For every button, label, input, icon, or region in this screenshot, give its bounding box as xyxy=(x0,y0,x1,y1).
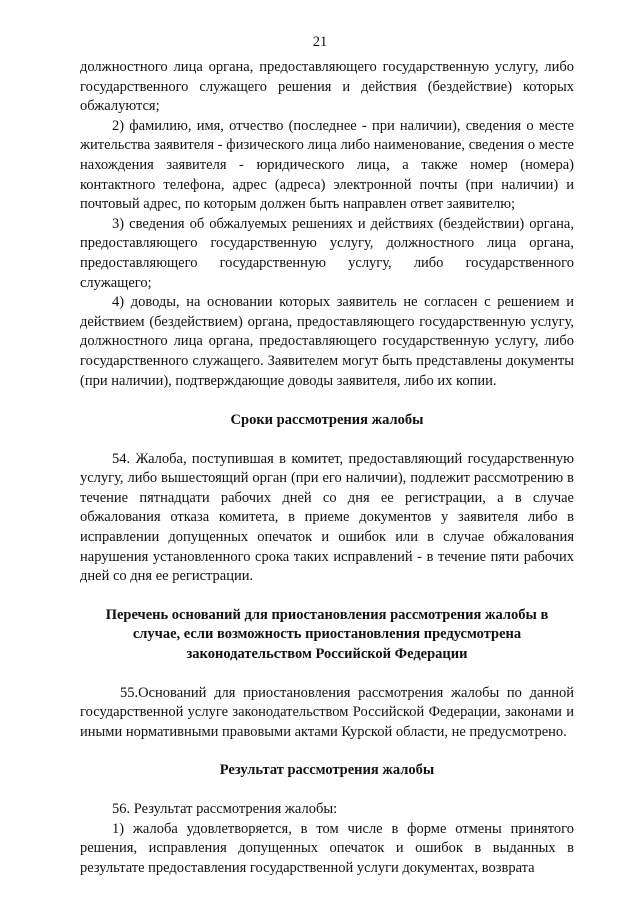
paragraph-item-2: 2) фамилию, имя, отчество (последнее - при наличии), сведения о месте жительства заявителя - физического лица либо наименование, сведения о месте нахождения заявителя - юридического лица, а также номер (номера) контактного телефона, адрес (адреса) электронной почты (при наличии) и почтовый адрес, по которым должен быть направлен ответ заявителю; xyxy=(80,117,574,213)
paragraph-item-4: 4) доводы, на основании которых заявитель не согласен с решением и действием (бездействием) органа, предоставляющего государственную услугу, должностного лица органа, предоставляющего государственную услугу, либо государственного служащего. Заявителем могут быть представлены документы (при наличии), подтверждающие доводы заявителя, либо их копии. xyxy=(80,294,574,389)
paragraph-item-3: 3) сведения об обжалуемых решениях и действиях (бездействии) органа, предоставляющего государственную услугу, должностного лица органа, предоставляющего государственную услугу, либо государственного служащего; xyxy=(80,215,574,291)
paragraph-56: 56. Результат рассмотрения жалобы: xyxy=(112,801,338,817)
paragraph-54: 54. Жалоба, поступившая в комитет, предоставляющий государственную услугу, либо вышестоящий орган (при его наличии), подлежит рассмотрению в течение пятнадцати рабочих дней со дня ее регистрации, а в случае обжалования отказа комитета, в приеме документов у заявителя либо в исправлении допущенных опечаток и ошибок или в случае обжалования нарушения установленного срока таких исправлений - в течение пяти рабочих дней со дня ее регистрации. xyxy=(80,450,574,585)
paragraph-55: 55.Оснований для приостановления рассмотрения жалобы по данной государственной услуге законодательством Российской Федерации, законами и иными нормативными правовыми актами Курской области, не предусмотрено. xyxy=(80,684,574,740)
section-heading-review-deadlines: Сроки рассмотрения жалобы xyxy=(230,412,424,429)
section-heading-review-result: Результат рассмотрения жалобы xyxy=(219,762,435,779)
section-heading-suspension-grounds: Перечень оснований для приостановления рассмотрения жалобы в случае, если возможность приостановления предусмотрена законодательством Российской Федерации xyxy=(105,606,549,663)
paragraph-56-item-1: 1) жалоба удовлетворяется, в том числе в форме отмены принятого решения, исправления допущенных опечаток и ошибок в выданных в результате предоставления государственной услуги документах, возврата xyxy=(80,820,574,876)
document-body xyxy=(80,58,574,878)
page-number: 21 xyxy=(312,34,328,50)
paragraph-continuation: должностного лица органа, предоставляющего государственную услугу, либо государственного служащего решения и действия (бездействие) которых обжалуются; xyxy=(80,59,574,115)
